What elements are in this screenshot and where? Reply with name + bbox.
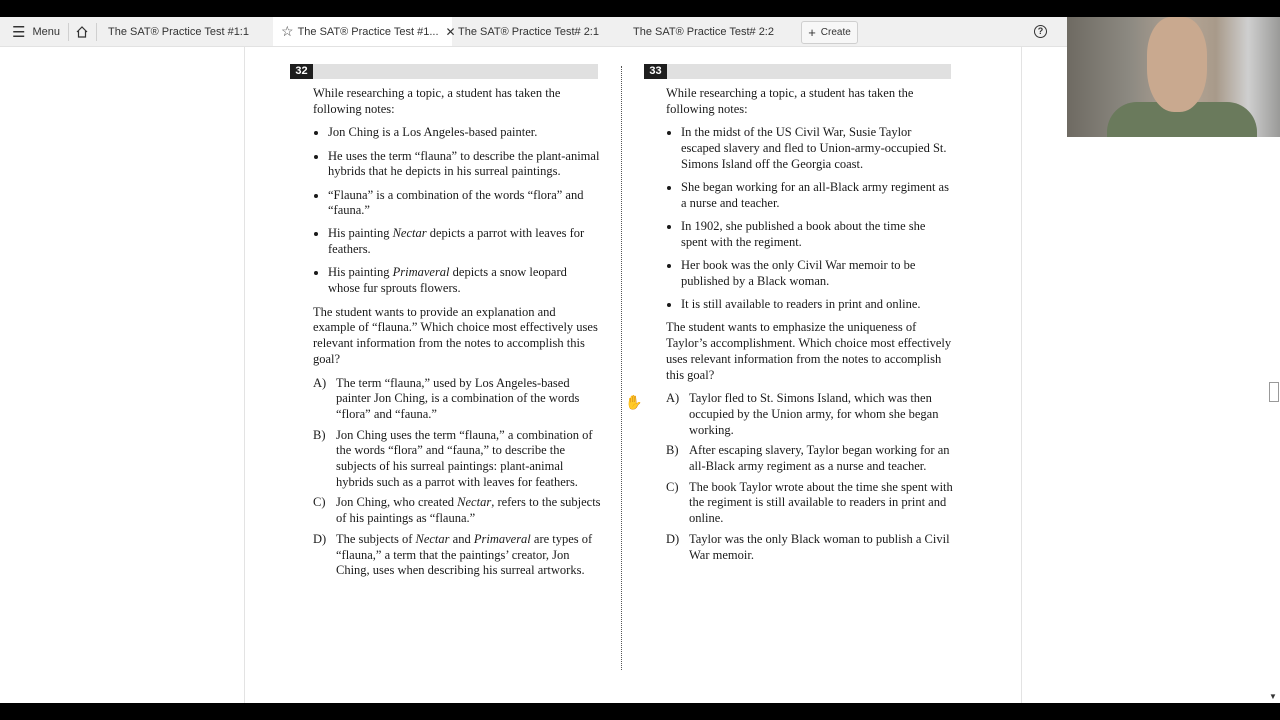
choice-letter: C) (666, 479, 679, 494)
hand-cursor-icon: ✋ (625, 396, 643, 411)
bottom-letterbox (0, 703, 1280, 720)
intro-text: While researching a topic, a student has taken the following notes: (313, 86, 561, 116)
hamburger-icon: ☰ (12, 23, 26, 41)
note-item: • She began working for an all-Black army regiment as a nurse and teacher. (681, 180, 954, 211)
choice-b[interactable] (313, 428, 601, 491)
choice-letter: D) (666, 531, 680, 546)
webcam-person-face (1147, 17, 1207, 112)
question-text: The student wants to provide an explanation and example of “flauna.” Which choice most effectively uses relevant information from the notes to accomplish this goal? (313, 304, 598, 366)
question-32 (313, 86, 601, 584)
tab-label: The SAT® Practice Test #1:1 (108, 25, 249, 38)
menu-button[interactable] (12, 17, 60, 46)
webcam-overlay (1067, 17, 1280, 137)
note-item: • Her book was the only Civil War memoir to be published by a Black woman. (681, 258, 954, 289)
plus-icon: + (808, 25, 816, 40)
note-item: • It is still available to readers in print and online. (681, 297, 954, 313)
choice-text: Taylor was the only Black woman to publish a Civil War memoir. (689, 531, 950, 562)
scrollbar-thumb[interactable] (1269, 382, 1279, 402)
choice-letter: D) (313, 531, 327, 546)
choice-text: The subjects of Nectar and Primaveral are types of “flauna,” a term that the paintings’ creator, Jon Ching, uses when describing his surreal artworks. (336, 531, 593, 578)
note-item: • In 1902, she published a book about the time she spent with the regiment. (681, 219, 954, 250)
tab-practice-test-2-1[interactable] (452, 17, 627, 46)
question-32-header (290, 64, 598, 79)
note-item: • In the midst of the US Civil War, Susie Taylor escaped slavery and fled to Union-army-occupied St. Simons Island off the Georgia coast. (681, 125, 954, 172)
tab-practice-test-1-active[interactable] (273, 17, 456, 46)
choice-a[interactable] (666, 391, 954, 438)
choice-d[interactable] (313, 532, 601, 579)
column-divider (621, 66, 622, 670)
notes-list (666, 125, 954, 312)
tab-practice-test-2-2[interactable] (627, 17, 798, 46)
choice-b[interactable] (666, 443, 954, 474)
choice-letter: A) (313, 375, 327, 390)
question-number: 33 (644, 64, 667, 79)
question-33-header (644, 64, 951, 79)
choice-letter: B) (313, 427, 326, 442)
top-letterbox (0, 0, 1280, 17)
question-33 (666, 86, 954, 568)
choice-text: After escaping slavery, Taylor began working for an all-Black army regiment as a nurse and teacher. (689, 443, 950, 474)
help-button[interactable] (1034, 17, 1047, 46)
note-item: • He uses the term “flauna” to describe the plant-animal hybrids that he depicts in his surreal paintings. (328, 149, 601, 180)
note-item: • His painting Primaveral depicts a snow leopard whose fur sprouts flowers. (328, 265, 601, 296)
note-item: • “Flauna” is a combination of the words “flora” and “fauna.” (328, 188, 601, 219)
close-icon[interactable]: ✕ (445, 24, 456, 39)
choice-a[interactable] (313, 376, 601, 423)
home-button[interactable] (74, 17, 90, 46)
home-icon (75, 25, 89, 39)
choice-text: The book Taylor wrote about the time she spent with the regiment is still available to readers in print and online. (689, 479, 953, 526)
tab-label: The SAT® Practice Test# 2:2 (633, 25, 774, 38)
question-text: The student wants to emphasize the uniqueness of Taylor’s accomplishment. Which choice most effectively uses relevant information from the notes to accomplish this goal? (666, 320, 952, 382)
star-icon[interactable]: ☆ (281, 23, 294, 39)
choice-letter: B) (666, 443, 679, 458)
choice-text: Taylor fled to St. Simons Island, which was then occupied by the Union army, for whom she began working. (689, 391, 939, 437)
create-button[interactable] (801, 21, 858, 44)
choice-c[interactable] (313, 495, 601, 526)
choice-text: The term “flauna,” used by Los Angeles-based painter Jon Ching, is a combination of the words “flora” and “fauna.” (336, 375, 580, 421)
choice-c[interactable] (666, 480, 954, 527)
create-label: Create (820, 27, 851, 38)
choice-text: Jon Ching uses the term “flauna,” a combination of the words “flora” and “fauna,” to describe the subjects of his surreal paintings: plant-animal hybrids such as a parrot with leaves for feathers. (336, 427, 593, 489)
tab-label: The SAT® Practice Test #1... (297, 25, 439, 38)
question-number: 32 (290, 64, 313, 79)
note-item: • His painting Nectar depicts a parrot with leaves for feathers. (328, 226, 601, 257)
notes-list (313, 125, 601, 296)
scroll-down-icon[interactable]: ▼ (1269, 692, 1277, 701)
choice-d[interactable] (666, 532, 954, 563)
choice-letter: C) (313, 495, 326, 510)
tab-practice-test-1-1[interactable] (96, 17, 273, 46)
separator (68, 23, 69, 41)
note-item: • Jon Ching is a Los Angeles-based painter. (328, 125, 601, 141)
choice-letter: A) (666, 391, 680, 406)
menu-label: Menu (32, 25, 60, 38)
tab-label: The SAT® Practice Test# 2:1 (458, 25, 599, 38)
help-icon: ? (1034, 25, 1047, 38)
vertical-scrollbar[interactable] (1266, 47, 1280, 703)
intro-text: While researching a topic, a student has taken the following notes: (666, 86, 914, 116)
choice-text: Jon Ching, who created Nectar, refers to the subjects of his paintings as “flauna.” (336, 495, 601, 526)
